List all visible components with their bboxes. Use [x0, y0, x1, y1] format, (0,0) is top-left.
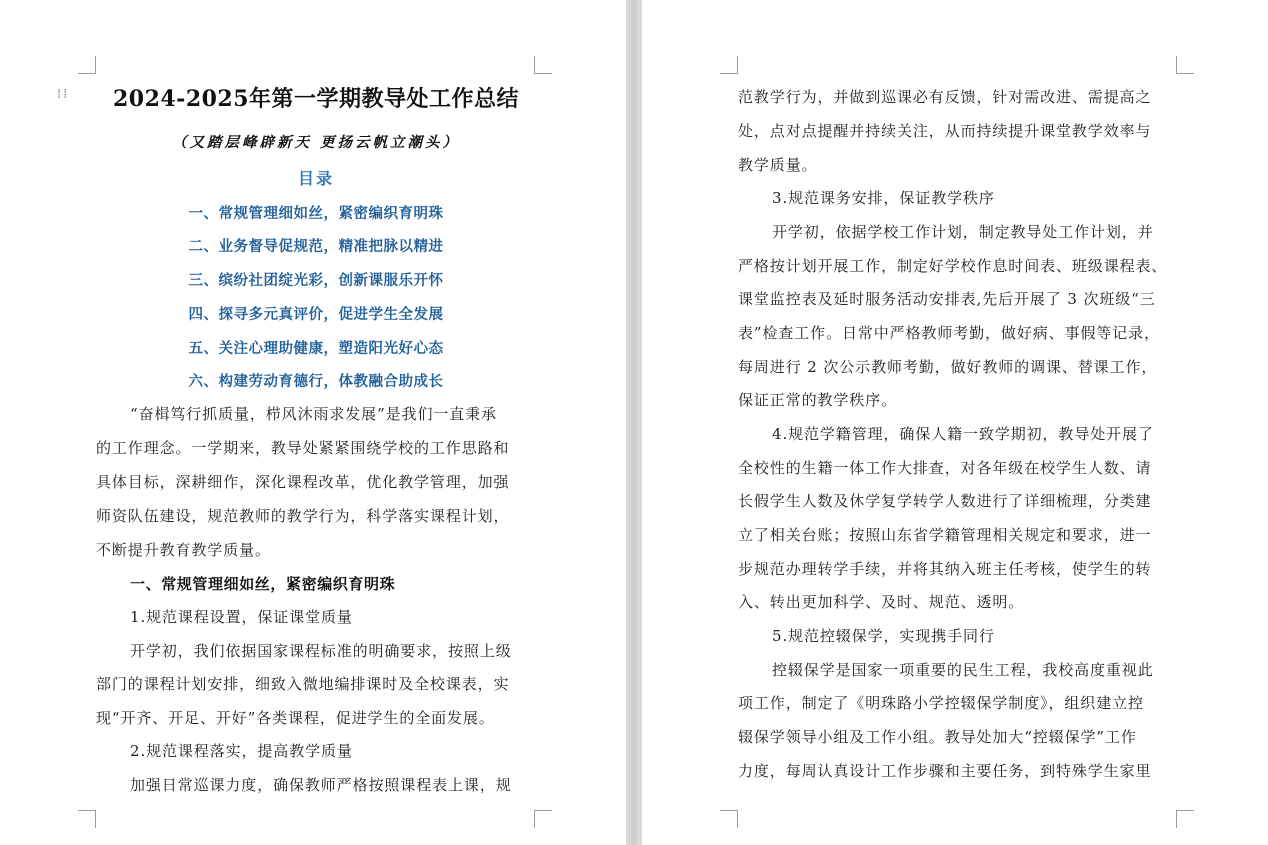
body-text-line: 保证正常的教学秩序。	[738, 391, 898, 409]
body-text-line: 入、转出更加科学、及时、规范、透明。	[738, 593, 1025, 611]
body-text-line: 开学初，我们依据国家课程标准的明确要求，按照上级	[130, 642, 512, 660]
toc-item[interactable]: 五、关注心理助健康，塑造阳光好心态	[188, 340, 444, 357]
section-heading: 一、常规管理细如丝，紧密编织育明珠	[130, 575, 396, 593]
body-text-line: 课堂监控表及延时服务活动安排表,先后开展了 3 次班级“三	[738, 290, 1156, 308]
crop-mark-top-left	[720, 56, 738, 74]
body-text-line: 部门的课程计划安排，细致入微地编排课时及全校课表，实	[96, 675, 510, 693]
body-text-line: 现“开齐、开足、开好”各类课程，促进学生的全面发展。	[96, 709, 495, 727]
body-text-line: 辍保学领导小组及工作小组。教导处加大“控辍保学”工作	[738, 728, 1137, 746]
document-page-left	[0, 0, 626, 845]
document-page-right	[642, 0, 1268, 845]
crop-mark-top-left	[78, 56, 96, 74]
crop-mark-top-right	[1176, 56, 1194, 74]
body-text-line: 的工作理念。一学期来，教导处紧紧围绕学校的工作思路和	[96, 439, 510, 457]
crop-mark-bottom-left	[78, 810, 96, 828]
subsection-heading: 2.规范课程落实，提高教学质量	[130, 742, 353, 760]
toc-item[interactable]: 四、探寻多元真评价，促进学生全发展	[188, 306, 444, 323]
crop-mark-bottom-left	[720, 810, 738, 828]
body-text-line: 控辍保学是国家一项重要的民生工程，我校高度重视此	[772, 661, 1154, 679]
subsection-heading: 1.规范课程设置，保证课堂质量	[130, 608, 353, 626]
toc-item[interactable]: 六、构建劳动育德行，体教融合助成长	[188, 373, 444, 390]
body-text-line: “奋楫笃行抓质量，栉风沐雨求发展”是我们一直秉承	[130, 405, 497, 423]
body-text-line: 每周进行 2 次公示教师考勤，做好教师的调课、替课工作，	[738, 358, 1158, 376]
body-text-line: 处，点对点提醒并持续关注，从而持续提升课堂教学效率与	[738, 122, 1152, 140]
body-text-line: 项工作，制定了《明珠路小学控辍保学制度》，组织建立控	[738, 694, 1144, 712]
crop-mark-bottom-right	[534, 810, 552, 828]
body-text-line: 不断提升教育教学质量。	[96, 541, 271, 559]
toc-item[interactable]: 一、常规管理细如丝，紧密编织育明珠	[188, 205, 444, 222]
body-text-line: 开学初，依据学校工作计划，制定教导处工作计划，并	[772, 223, 1154, 241]
body-text-line: 立了相关台账；按照山东省学籍管理相关规定和要求，进一	[738, 526, 1152, 544]
body-text-line: 师资队伍建设，规范教师的教学行为，科学落实课程计划，	[96, 507, 510, 525]
body-text-line: 4.规范学籍管理，确保人籍一致学期初，教导处开展了	[772, 425, 1154, 443]
body-text-line: 力度，每周认真设计工作步骤和主要任务，到特殊学生家里	[738, 762, 1152, 780]
drag-handle-icon[interactable]: ⁞⁞	[57, 87, 70, 102]
subsection-heading: 5.规范控辍保学，实现携手同行	[772, 627, 995, 645]
body-text-line: 长假学生人数及休学复学转学人数进行了详细梳理，分类建	[738, 492, 1152, 510]
crop-mark-top-right	[534, 56, 552, 74]
body-text-line: 教学质量。	[738, 156, 818, 174]
document-title: 2024-2025年第一学期教导处工作总结	[112, 86, 520, 112]
body-text-line: 加强日常巡课力度，确保教师严格按照课程表上课，规	[130, 776, 512, 794]
body-text-line: 全校性的生籍一体工作大排查，对各年级在校学生人数、请	[738, 459, 1152, 477]
body-text-line: 具体目标，深耕细作，深化课程改革，优化教学管理，加强	[96, 473, 510, 491]
subsection-heading: 3.规范课务安排，保证教学秩序	[772, 189, 995, 207]
body-text-line: 表”检查工作。日常中严格教师考勤，做好病、事假等记录，	[738, 324, 1160, 342]
body-text-line: 范教学行为，并做到巡课必有反馈，针对需改进、需提高之	[738, 88, 1152, 106]
toc-heading: 目录	[297, 169, 334, 188]
page-divider	[631, 0, 637, 845]
body-text-line: 步规范办理转学手续，并将其纳入班主任考核，使学生的转	[738, 560, 1152, 578]
crop-mark-bottom-right	[1176, 810, 1194, 828]
toc-item[interactable]: 三、缤纷社团绽光彩，创新课服乐开怀	[188, 272, 444, 289]
document-subtitle: （又踏层峰辟新天 更扬云帆立潮头）	[171, 134, 461, 151]
toc-item[interactable]: 二、业务督导促规范，精准把脉以精进	[188, 238, 444, 255]
body-text-line: 严格按计划开展工作，制定好学校作息时间表、班级课程表、	[738, 257, 1168, 275]
